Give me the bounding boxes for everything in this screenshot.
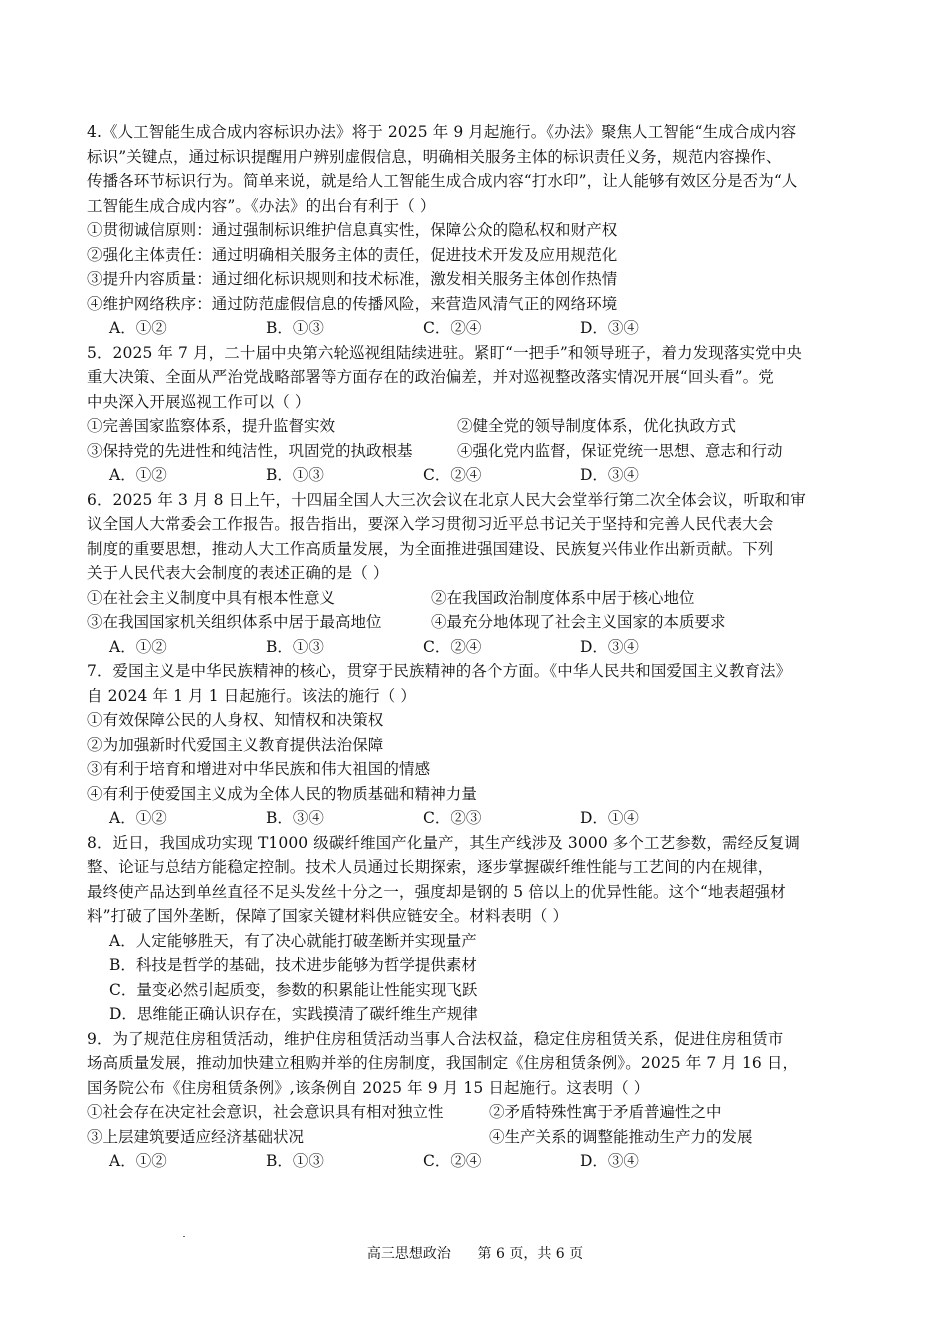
question-7 — [87, 659, 867, 831]
question-stem-line: 场高质量发展，推动加快建立租购并举的住房制度，我国制定《住房租赁条例》。2025 年 7 月 16 日， — [87, 1054, 799, 1072]
question-stem-line: 5．2025 年 7 月，二十届中央第六轮巡视组陆续进驻。紧盯“一把手”和领导班子，着力发现落实党中央 — [87, 343, 802, 362]
statement-item: ②矛盾特殊性寓于矛盾普遍性之中 — [489, 1103, 722, 1121]
option-d: D．③④ — [580, 319, 639, 337]
question-stem-line: 标识”关键点，通过标识提醒用户辨别虚假信息，明确相关服务主体的标识责任义务，规范内容操作、 — [87, 147, 782, 166]
exam-page — [87, 120, 867, 1174]
question-stem-line: 4.《人工智能生成合成内容标识办法》将于 2025 年 9 月起施行。《办法》聚焦人工智能“生成合成内容 — [87, 123, 797, 141]
question-stem-line: 重大决策、全面从严治党战略部署等方面存在的政治偏差，并对巡视整改落实情况开展“回头看”。党 — [87, 368, 774, 386]
stray-mark — [183, 1236, 185, 1237]
statement-item: ③在我国国家机关组织体系中居于最高地位 — [87, 613, 382, 631]
statement-item: ④维护网络秩序：通过防范虚假信息的传播风险，来营造风清气正的网络环境 — [87, 294, 618, 313]
option-b: B．①③ — [266, 637, 324, 656]
option-d: D．思维能正确认识存在，实践摸清了碳纤维生产规律 — [109, 1005, 478, 1023]
statement-item: ①完善国家监察体系，提升监督实效 — [87, 417, 336, 435]
question-stem-line: 8．近日，我国成功实现 T1000 级碳纤维国产化量产，其生产线涉及 3000 多个工艺参数，需经反复调 — [87, 833, 801, 852]
question-stem-line: 中央深入开展巡视工作可以（ ） — [87, 392, 311, 411]
option-d: D．③④ — [580, 466, 639, 484]
option-b: B．①③ — [266, 1152, 324, 1170]
option-c: C．②③ — [423, 809, 482, 827]
option-b: B．科技是哲学的基础，技术进步能够为哲学提供素材 — [109, 956, 477, 974]
statement-item: ①有效保障公民的人身权、知情权和决策权 — [87, 711, 384, 729]
statement-item: ③保持党的先进性和纯洁性，巩固党的执政根基 — [87, 441, 413, 460]
answer-options — [87, 463, 867, 488]
answer-options — [87, 806, 867, 831]
statement-item: ④强化党内监督，保证党统一思想、意志和行动 — [457, 441, 783, 460]
statement-row — [87, 439, 867, 464]
option-c: C．②④ — [423, 466, 482, 484]
statement-item: ②为加强新时代爱国主义教育提供法治保障 — [87, 735, 384, 754]
page-footer — [0, 1244, 950, 1264]
statement-item: ④有利于使爱国主义成为全体人民的物质基础和精神力量 — [87, 784, 478, 803]
statement-item: ④最充分地体现了社会主义国家的本质要求 — [431, 613, 726, 631]
answer-options — [87, 316, 867, 341]
question-stem-line: 6．2025 年 3 月 8 日上午，十四届全国人大三次会议在北京人民大会堂举行第二次全体会议，听取和审 — [87, 490, 806, 509]
question-stem-line: 最终使产品达到单丝直径不足头发丝十分之一，强度却是钢的 5 倍以上的优异性能。这个“地表超强材 — [87, 882, 786, 901]
footer-subject: 高三思想政治 — [366, 1246, 451, 1262]
question-stem-line: 关于人民代表大会制度的表述正确的是（ ） — [87, 564, 389, 582]
option-a: A．①② — [109, 809, 167, 827]
option-b: B．①③ — [266, 466, 324, 484]
question-4 — [87, 120, 867, 341]
option-d: D．③④ — [580, 1152, 639, 1170]
question-stem-line: 工智能生成合成内容”。《办法》的出台有利于（ ） — [87, 196, 436, 215]
statement-row — [87, 586, 867, 611]
option-a: A．①② — [109, 1152, 167, 1170]
option-a: A．①② — [109, 637, 167, 656]
answer-options — [87, 635, 867, 660]
question-stem-line: 整、论证与总结方能稳定控制。技术人员通过长期探索，逐步掌握碳纤维性能与工艺间的内在规律， — [87, 858, 774, 876]
answer-options — [87, 1149, 867, 1174]
statement-row — [87, 1100, 867, 1125]
statement-item: ①贯彻诚信原则：通过强制标识维护信息真实性，保障公众的隐私权和财产权 — [87, 221, 618, 239]
option-a: A．①② — [109, 466, 167, 484]
statement-item: ③上层建筑要适应经济基础状况 — [87, 1127, 305, 1146]
question-stem-line: 9．为了规范住房租赁活动，维护住房租赁活动当事人合法权益，稳定住房租赁关系，促进住房租赁市 — [87, 1029, 784, 1048]
option-c: C．②④ — [423, 319, 482, 337]
question-stem-line: 7．爱国主义是中华民族精神的核心，贯穿于民族精神的各个方面。《中华人民共和国爱国主义教育法》 — [87, 662, 792, 680]
question-stem-line: 议全国人大常委会工作报告。报告指出，要深入学习贯彻习近平总书记关于坚持和完善人民代表大会 — [87, 515, 774, 533]
option-a: A．人定能够胜天，有了决心就能打破垄断并实现量产 — [109, 931, 477, 950]
statement-item: ①在社会主义制度中具有根本性意义 — [87, 588, 336, 607]
question-stem-line: 自 2024 年 1 月 1 日起施行。该法的施行（ ） — [87, 686, 416, 705]
statement-item: ②在我国政治制度体系中居于核心地位 — [431, 588, 695, 607]
option-c: C．量变必然引起质变，参数的积累能让性能实现飞跃 — [109, 980, 478, 999]
question-stem-line: 国务院公布《住房租赁条例》,该条例自 2025 年 9 月 15 日起施行。这表明（ ） — [87, 1078, 650, 1097]
question-5 — [87, 341, 867, 488]
option-d: D．③④ — [580, 637, 639, 656]
statement-row — [87, 414, 867, 439]
question-stem-line: 传播各环节标识行为。简单来说，就是给人工智能生成合成内容“打水印”，让人能够有效区分是否为“人 — [87, 172, 798, 190]
option-b: B．①③ — [266, 319, 324, 337]
statement-item: ②健全党的领导制度体系，优化执政方式 — [457, 417, 737, 435]
statement-item: ③提升内容质量：通过细化标识规则和技术标准，激发相关服务主体创作热情 — [87, 270, 618, 288]
option-c: C．②④ — [423, 637, 482, 656]
option-b: B．③④ — [266, 809, 324, 827]
statement-row — [87, 1125, 867, 1150]
statement-item: ②强化主体责任：通过明确相关服务主体的责任，促进技术开发及应用规范化 — [87, 245, 618, 264]
question-8 — [87, 831, 867, 1027]
question-9 — [87, 1027, 867, 1174]
statement-item: ④生产关系的调整能推动生产力的发展 — [489, 1127, 753, 1146]
question-stem-line: 料”打破了国外垄断，保障了国家关键材料供应链安全。材料表明（ ） — [87, 907, 569, 925]
option-c: C．②④ — [423, 1152, 482, 1170]
statement-item: ③有利于培育和增进对中华民族和伟大祖国的情感 — [87, 760, 431, 778]
statement-row — [87, 610, 867, 635]
footer-page-number: 第 6 页，共 6 页 — [477, 1246, 584, 1262]
statement-item: ①社会存在决定社会意识，社会意识具有相对独立性 — [87, 1103, 444, 1121]
question-6 — [87, 488, 867, 660]
option-a: A．①② — [109, 319, 167, 337]
question-stem-line: 制度的重要思想，推动人大工作高质量发展，为全面推进强国建设、民族复兴伟业作出新贡献。下列 — [87, 539, 774, 558]
option-d: D．①④ — [580, 809, 639, 827]
